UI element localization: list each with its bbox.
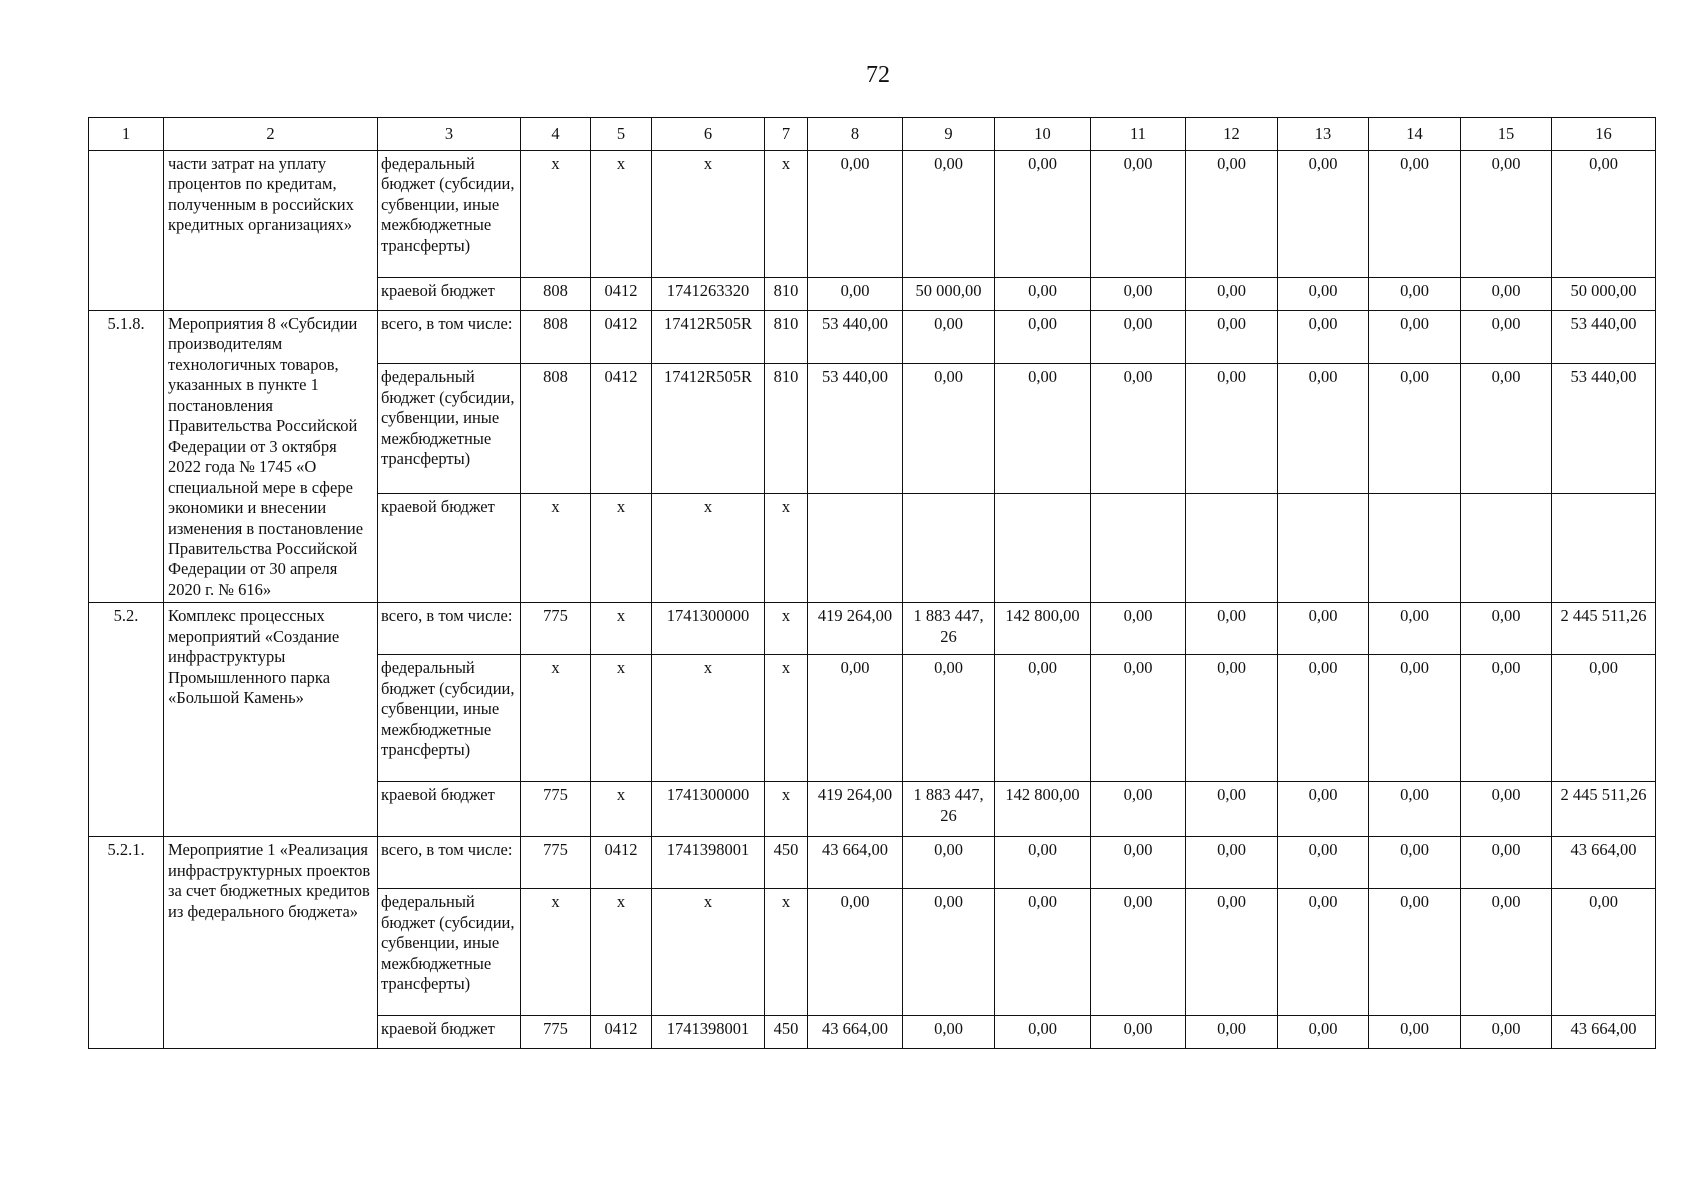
value-cell: 0,00 bbox=[903, 151, 995, 278]
value-cell: 0,00 bbox=[1461, 278, 1552, 311]
value-cell: 0,00 bbox=[1091, 1016, 1186, 1049]
value-cell: 0,00 bbox=[1278, 1016, 1369, 1049]
value-cell: 0,00 bbox=[1186, 311, 1278, 364]
value-cell: 0,00 bbox=[1278, 837, 1369, 889]
code-cell: x bbox=[591, 889, 652, 1016]
value-cell: 0,00 bbox=[1278, 655, 1369, 782]
value-cell: 419 264,00 bbox=[808, 782, 903, 837]
code-cell: 808 bbox=[521, 364, 591, 494]
code-cell: x bbox=[765, 782, 808, 837]
code-cell: 450 bbox=[765, 1016, 808, 1049]
value-cell: 0,00 bbox=[1369, 782, 1461, 837]
column-header: 9 bbox=[903, 118, 995, 151]
code-cell: 450 bbox=[765, 837, 808, 889]
budget-table bbox=[88, 117, 1656, 1049]
value-cell bbox=[1369, 493, 1461, 602]
funding-source: всего, в том числе: bbox=[378, 603, 521, 655]
funding-source: всего, в том числе: bbox=[378, 311, 521, 364]
code-cell: 0412 bbox=[591, 1016, 652, 1049]
value-cell: 0,00 bbox=[903, 889, 995, 1016]
value-cell: 0,00 bbox=[1186, 603, 1278, 655]
code-cell: 1741398001 bbox=[652, 837, 765, 889]
value-cell bbox=[1278, 493, 1369, 602]
column-header: 6 bbox=[652, 118, 765, 151]
funding-source: краевой бюджет bbox=[378, 1016, 521, 1049]
value-cell: 0,00 bbox=[1369, 311, 1461, 364]
value-cell: 0,00 bbox=[1369, 364, 1461, 494]
value-cell: 2 445 511,26 bbox=[1552, 782, 1656, 837]
value-cell bbox=[1091, 493, 1186, 602]
value-cell: 0,00 bbox=[1186, 837, 1278, 889]
column-header: 14 bbox=[1369, 118, 1461, 151]
column-header: 3 bbox=[378, 118, 521, 151]
value-cell: 2 445 511,26 bbox=[1552, 603, 1656, 655]
code-cell: x bbox=[765, 151, 808, 278]
value-cell: 0,00 bbox=[1461, 311, 1552, 364]
table-body bbox=[89, 118, 1656, 1049]
value-cell: 53 440,00 bbox=[1552, 364, 1656, 494]
value-cell: 0,00 bbox=[1278, 311, 1369, 364]
code-cell: 1741263320 bbox=[652, 278, 765, 311]
code-cell: x bbox=[765, 655, 808, 782]
value-cell: 0,00 bbox=[1369, 151, 1461, 278]
code-cell: x bbox=[765, 603, 808, 655]
value-cell: 0,00 bbox=[1091, 278, 1186, 311]
value-cell: 0,00 bbox=[1552, 151, 1656, 278]
value-cell: 0,00 bbox=[1369, 278, 1461, 311]
code-cell: x bbox=[591, 655, 652, 782]
code-cell: 775 bbox=[521, 603, 591, 655]
column-header: 8 bbox=[808, 118, 903, 151]
value-cell: 0,00 bbox=[903, 655, 995, 782]
code-cell: x bbox=[591, 782, 652, 837]
funding-source: краевой бюджет bbox=[378, 278, 521, 311]
value-cell: 0,00 bbox=[1552, 889, 1656, 1016]
column-header: 2 bbox=[164, 118, 378, 151]
value-cell: 0,00 bbox=[995, 311, 1091, 364]
item-number: 5.2. bbox=[89, 603, 164, 837]
value-cell bbox=[808, 493, 903, 602]
column-header: 16 bbox=[1552, 118, 1656, 151]
value-cell: 0,00 bbox=[1186, 364, 1278, 494]
value-cell: 0,00 bbox=[995, 1016, 1091, 1049]
value-cell: 0,00 bbox=[995, 655, 1091, 782]
value-cell: 0,00 bbox=[1278, 782, 1369, 837]
value-cell: 0,00 bbox=[1091, 603, 1186, 655]
value-cell: 0,00 bbox=[1186, 782, 1278, 837]
value-cell: 0,00 bbox=[808, 151, 903, 278]
column-header: 4 bbox=[521, 118, 591, 151]
funding-source: федеральный бюджет (субсидии, субвенции, иные межбюджетные трансферты) bbox=[378, 655, 521, 782]
funding-source: краевой бюджет bbox=[378, 782, 521, 837]
value-cell: 1 883 447, 26 bbox=[903, 782, 995, 837]
value-cell: 0,00 bbox=[903, 311, 995, 364]
funding-source: федеральный бюджет (субсидии, субвенции, иные межбюджетные трансферты) bbox=[378, 151, 521, 278]
value-cell: 0,00 bbox=[808, 889, 903, 1016]
code-cell: 810 bbox=[765, 278, 808, 311]
value-cell: 0,00 bbox=[1186, 655, 1278, 782]
value-cell: 43 664,00 bbox=[1552, 837, 1656, 889]
value-cell: 0,00 bbox=[1278, 603, 1369, 655]
table-row bbox=[89, 837, 1656, 889]
value-cell: 0,00 bbox=[1091, 782, 1186, 837]
value-cell: 0,00 bbox=[1369, 1016, 1461, 1049]
value-cell: 1 883 447, 26 bbox=[903, 603, 995, 655]
value-cell: 142 800,00 bbox=[995, 782, 1091, 837]
code-cell: x bbox=[591, 493, 652, 602]
value-cell: 0,00 bbox=[1186, 151, 1278, 278]
funding-source: федеральный бюджет (субсидии, субвенции, иные межбюджетные трансферты) bbox=[378, 889, 521, 1016]
code-cell: x bbox=[591, 603, 652, 655]
value-cell: 0,00 bbox=[1091, 655, 1186, 782]
value-cell: 0,00 bbox=[1186, 889, 1278, 1016]
value-cell: 0,00 bbox=[995, 151, 1091, 278]
value-cell: 0,00 bbox=[1278, 889, 1369, 1016]
value-cell: 0,00 bbox=[1552, 655, 1656, 782]
value-cell: 0,00 bbox=[1278, 364, 1369, 494]
column-header: 5 bbox=[591, 118, 652, 151]
code-cell: 0412 bbox=[591, 364, 652, 494]
value-cell: 50 000,00 bbox=[903, 278, 995, 311]
value-cell: 0,00 bbox=[903, 364, 995, 494]
code-cell: x bbox=[652, 889, 765, 1016]
code-cell: 808 bbox=[521, 278, 591, 311]
value-cell: 0,00 bbox=[1369, 655, 1461, 782]
code-cell: x bbox=[765, 493, 808, 602]
value-cell: 0,00 bbox=[995, 278, 1091, 311]
value-cell: 0,00 bbox=[1369, 837, 1461, 889]
funding-source: краевой бюджет bbox=[378, 493, 521, 602]
value-cell: 0,00 bbox=[1091, 837, 1186, 889]
funding-source: федеральный бюджет (субсидии, субвенции, иные межбюджетные трансферты) bbox=[378, 364, 521, 494]
value-cell: 0,00 bbox=[1091, 151, 1186, 278]
value-cell: 0,00 bbox=[995, 889, 1091, 1016]
column-header: 11 bbox=[1091, 118, 1186, 151]
item-number: 5.1.8. bbox=[89, 311, 164, 603]
code-cell: x bbox=[521, 493, 591, 602]
column-header: 1 bbox=[89, 118, 164, 151]
value-cell: 0,00 bbox=[1369, 889, 1461, 1016]
value-cell: 50 000,00 bbox=[1552, 278, 1656, 311]
code-cell: x bbox=[521, 655, 591, 782]
value-cell: 0,00 bbox=[1186, 1016, 1278, 1049]
value-cell: 0,00 bbox=[1461, 603, 1552, 655]
value-cell: 0,00 bbox=[1186, 278, 1278, 311]
value-cell: 0,00 bbox=[995, 364, 1091, 494]
code-cell: 775 bbox=[521, 782, 591, 837]
code-cell: 17412R505R bbox=[652, 364, 765, 494]
value-cell: 0,00 bbox=[1278, 278, 1369, 311]
column-header: 12 bbox=[1186, 118, 1278, 151]
code-cell: 17412R505R bbox=[652, 311, 765, 364]
code-cell: x bbox=[521, 151, 591, 278]
value-cell: 419 264,00 bbox=[808, 603, 903, 655]
code-cell: 0412 bbox=[591, 278, 652, 311]
item-name: Комплекс процессных мероприятий «Создание инфраструктуры Промышленного парка «Большой Камень» bbox=[164, 603, 378, 837]
value-cell bbox=[1186, 493, 1278, 602]
code-cell: 1741398001 bbox=[652, 1016, 765, 1049]
value-cell: 0,00 bbox=[1461, 889, 1552, 1016]
code-cell: 1741300000 bbox=[652, 603, 765, 655]
item-number bbox=[89, 151, 164, 311]
value-cell: 0,00 bbox=[903, 837, 995, 889]
code-cell: 0412 bbox=[591, 311, 652, 364]
column-header: 15 bbox=[1461, 118, 1552, 151]
code-cell: x bbox=[652, 655, 765, 782]
code-cell: 808 bbox=[521, 311, 591, 364]
value-cell: 53 440,00 bbox=[808, 311, 903, 364]
code-cell: 810 bbox=[765, 311, 808, 364]
value-cell: 0,00 bbox=[1091, 889, 1186, 1016]
value-cell: 0,00 bbox=[1369, 603, 1461, 655]
item-number: 5.2.1. bbox=[89, 837, 164, 1049]
code-cell: x bbox=[765, 889, 808, 1016]
code-cell: 775 bbox=[521, 1016, 591, 1049]
table-row bbox=[89, 603, 1656, 655]
value-cell: 0,00 bbox=[1461, 364, 1552, 494]
column-header: 7 bbox=[765, 118, 808, 151]
value-cell: 0,00 bbox=[995, 837, 1091, 889]
value-cell: 0,00 bbox=[1461, 151, 1552, 278]
code-cell: x bbox=[521, 889, 591, 1016]
code-cell: 810 bbox=[765, 364, 808, 494]
header-row bbox=[89, 118, 1656, 151]
code-cell: x bbox=[652, 151, 765, 278]
value-cell: 53 440,00 bbox=[808, 364, 903, 494]
code-cell: 1741300000 bbox=[652, 782, 765, 837]
value-cell: 53 440,00 bbox=[1552, 311, 1656, 364]
column-header: 13 bbox=[1278, 118, 1369, 151]
item-name: части затрат на уплату процентов по кредитам, полученным в российских кредитных организациях» bbox=[164, 151, 378, 311]
column-header: 10 bbox=[995, 118, 1091, 151]
item-name: Мероприятие 1 «Реализация инфраструктурных проектов за счет бюджетных кредитов из федерального бюджета» bbox=[164, 837, 378, 1049]
value-cell: 43 664,00 bbox=[1552, 1016, 1656, 1049]
value-cell: 0,00 bbox=[1091, 311, 1186, 364]
value-cell: 0,00 bbox=[1091, 364, 1186, 494]
value-cell: 43 664,00 bbox=[808, 1016, 903, 1049]
code-cell: 775 bbox=[521, 837, 591, 889]
value-cell: 0,00 bbox=[1461, 655, 1552, 782]
table-row bbox=[89, 151, 1656, 278]
value-cell: 142 800,00 bbox=[995, 603, 1091, 655]
code-cell: 0412 bbox=[591, 837, 652, 889]
value-cell bbox=[995, 493, 1091, 602]
value-cell: 0,00 bbox=[903, 1016, 995, 1049]
value-cell: 43 664,00 bbox=[808, 837, 903, 889]
code-cell: x bbox=[652, 493, 765, 602]
funding-source: всего, в том числе: bbox=[378, 837, 521, 889]
table-row bbox=[89, 311, 1656, 364]
value-cell bbox=[903, 493, 995, 602]
item-name: Мероприятия 8 «Субсидии производителям технологичных товаров, указанных в пункте 1 постановления Правительства Российской Федерации от 3 октября 2022 года № 1745 «О специальной мере в сфере экономики и внесении изменения в постановление Правительства Российской Федерации от 30 апреля 2020 г. № 616» bbox=[164, 311, 378, 603]
page-number: 72 bbox=[866, 62, 890, 88]
value-cell: 0,00 bbox=[1278, 151, 1369, 278]
value-cell: 0,00 bbox=[1461, 837, 1552, 889]
value-cell: 0,00 bbox=[1461, 1016, 1552, 1049]
value-cell bbox=[1552, 493, 1656, 602]
value-cell: 0,00 bbox=[1461, 782, 1552, 837]
value-cell: 0,00 bbox=[808, 655, 903, 782]
value-cell bbox=[1461, 493, 1552, 602]
code-cell: x bbox=[591, 151, 652, 278]
value-cell: 0,00 bbox=[808, 278, 903, 311]
